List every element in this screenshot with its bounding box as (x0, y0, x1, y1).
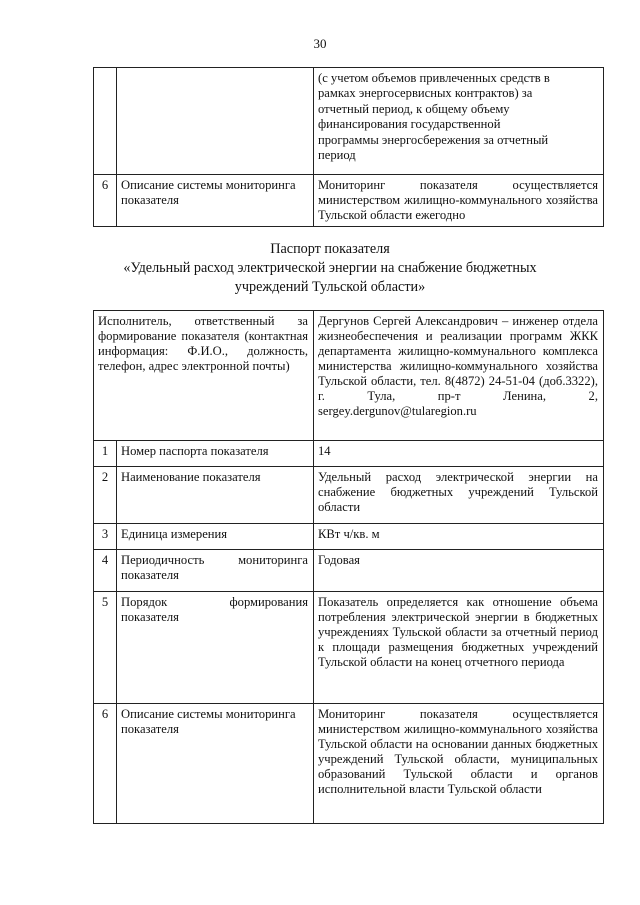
table-row (94, 592, 604, 704)
row-label-cell: Периодичность мониторинга показателя (117, 550, 314, 592)
row-value-cell: Мониторинг показателя осуществляется министерством жилищно-коммунального хозяйства Тульской области ежегодно (314, 175, 604, 227)
passport-title-line: «Удельный расход электрической энергии на снабжение бюджетных (123, 260, 537, 276)
passport-table (93, 310, 604, 824)
table-row (94, 68, 604, 175)
text-line: программы энергосбережения за отчетный (318, 132, 549, 147)
row-value-cell: Показатель определяется как отношение объема потребления электрической энергии в бюджетных учреждениях Тульской области за отчетный период к площади размещения бюджетных учреждений Тульской области на конец отчетного периода (314, 592, 604, 704)
row-value-cell: Удельный расход электрической энергии на снабжение бюджетных учреждений Тульской области (314, 467, 604, 524)
row-value-cell: КВт ч/кв. м (314, 524, 604, 550)
table-row (94, 175, 604, 227)
row-value-cell (314, 68, 604, 175)
table-row (94, 441, 604, 467)
row-number-cell: 3 (94, 524, 117, 550)
row-number-cell: 5 (94, 592, 117, 704)
text-line: период (318, 148, 356, 163)
passport-title-line: Паспорт показателя (270, 241, 390, 257)
row-value-cell: Годовая (314, 550, 604, 592)
row-number-cell: 1 (94, 441, 117, 467)
table-row (94, 524, 604, 550)
row-number-cell: 2 (94, 467, 117, 524)
row-label-cell: Единица измерения (117, 524, 314, 550)
row-number-cell (94, 68, 117, 175)
passport-title (90, 240, 570, 297)
top-table (93, 67, 604, 227)
text-line: отчетный период, к общему объему (318, 101, 510, 116)
table-row (94, 467, 604, 524)
row-label-cell: Описание системы мониторинга показателя (117, 175, 314, 227)
row-label-cell: Описание системы мониторинга показателя (117, 704, 314, 824)
table-row (94, 704, 604, 824)
table-row (94, 311, 604, 441)
row-label-cell (117, 68, 314, 175)
row-label-cell: Наименование показателя (117, 467, 314, 524)
row-number-cell: 4 (94, 550, 117, 592)
row-label-cell: Порядок формирования показателя (117, 592, 314, 704)
row-value-cell: 14 (314, 441, 604, 467)
row-value-cell: Мониторинг показателя осуществляется министерством жилищно-коммунального хозяйства Тульской области на основании данных бюджетных учреждений Тульской области, муниципальных образований Тульской области и органов исполнительной власти Тульской области (314, 704, 604, 824)
text-line: (с учетом объемов привлеченных средств в (318, 71, 550, 85)
row-label-cell: Номер паспорта показателя (117, 441, 314, 467)
passport-title-line: учреждений Тульской области» (234, 279, 426, 295)
executor-label-cell: Исполнитель, ответственный за формирование показателя (контактная информация: Ф.И.О., должность, телефон, адрес электронной почты) (94, 311, 314, 441)
table-row (94, 550, 604, 592)
executor-value-cell: Дергунов Сергей Александрович – инженер отдела жизнеобеспечения и реализации программ ЖКК департамента жилищно-коммунального комплекса министерства жилищно-коммунального хозяйства Тульской области, тел. 8(4872) 24-51-04 (доб.3322), г. Тула, пр-т Ленина, 2, sergey.dergunov@tularegion.ru (314, 311, 604, 441)
text-line: рамках энергосервисных контрактов) за (318, 86, 533, 101)
text-line: финансирования государственной (318, 117, 501, 132)
row-number-cell: 6 (94, 704, 117, 824)
page-number: 30 (313, 36, 327, 51)
row-number-cell: 6 (94, 175, 117, 227)
